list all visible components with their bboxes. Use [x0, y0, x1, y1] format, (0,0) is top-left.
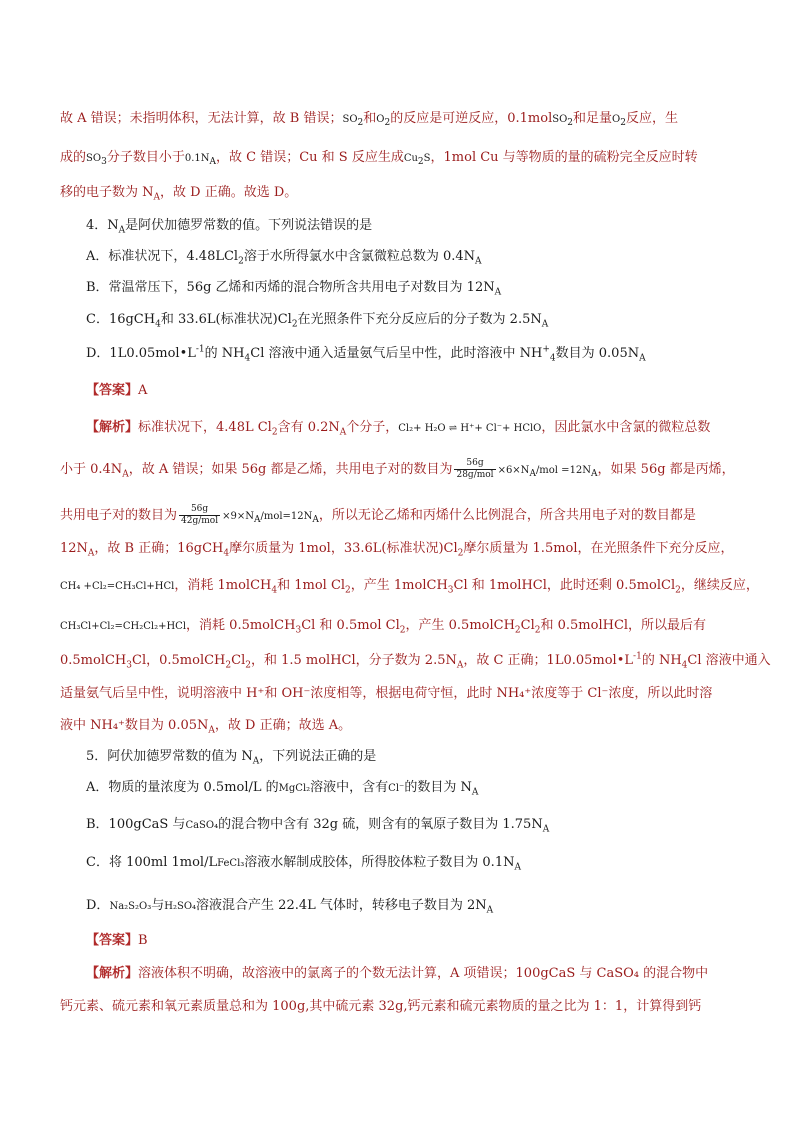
text-line: 成的$SO_3$分子数目小于$0.1N_A$，故 C 错误；Cu 和 S 反应生成$Cu_2S$，1mol Cu 与等物质的量的硫粉完全反应时转	[60, 150, 698, 167]
explanation-line: 共用电子对的数目为 $\frac{56g}{\text{42g/mol}}$ $\times 9\times N_A/mol=12N_A$，所以无论乙烯和丙烯什么比例混合，所含共用电子对的数目都是	[60, 504, 696, 526]
explanation-line: 【解析】标准状况下，4.48L $Cl_2$含有 $0.2N_A$个分子，Cl₂+ H₂O ⇌ H⁺+ Cl⁻+ HClO，因此氯水中含氯的微粒总数	[86, 420, 711, 438]
explanation-line: 0.5molCH$_3$Cl，$0.5molCH_2Cl_2$，和 1.5 molHCl，分子数为 $2.5N_A$，故 C 正确；$1L0.05mol•L^{-1}$的 $NH_4Cl$ 溶液中通入	[60, 651, 771, 671]
explanation-line: 液中 NH₄⁺数目为 $0.05N_A$，故 D 正确；故选 A。	[60, 718, 352, 736]
question-4-option-c: C．16gCH$_4$和 33.6L(标准状况)$Cl_2$在光照条件下充分反应后的分子数为 $2.5N_A$	[86, 312, 549, 330]
question-5-stem: 5．阿伏加德罗常数的值为 $N_A$，下列说法正确的是	[86, 749, 377, 767]
explanation-line: 钙元素、硫元素和氧元素质量总和为 100g,其中硫元素 32g,钙元素和硫元素物质的量之比为 1：1，计算得到钙	[60, 999, 702, 1014]
question-4-option-a: A．标准状况下，4.48LCl$_2$溶于水所得氯水中含氯微粒总数为 $0.4N_A$	[86, 249, 482, 267]
text-line: 移的电子数为 $N_A$，故 D 正确。故选 D。	[60, 185, 298, 203]
explanation-line: $12N_A$，故 B 正确；16gCH$_4$摩尔质量为 1mol，33.6L(标准状况)$Cl_2$摩尔质量为 1.5mol，在光照条件下充分反应，	[60, 541, 734, 559]
explanation-line: 【解析】溶液体积不明确，故溶液中的氯离子的个数无法计算，A 项错误；100gCaS 与 CaSO₄ 的混合物中	[86, 966, 709, 981]
question-5-answer: 【答案】B	[86, 933, 148, 948]
question-4-option-b: B．常温常压下，56g 乙烯和丙烯的混合物所含共用电子对数目为 $12N_A$	[86, 280, 502, 298]
explanation-line: CH₄ +Cl₂=CH₃Cl+HCl，消耗 1molCH$_4$和 1mol $Cl_2$，产生 1molCH$_3$Cl 和 1molHCl，此时还剩 0.5molCl$_2$，继续反应，	[60, 578, 759, 596]
explanation-line: 小于 $0.4N_A$，故 A 错误；如果 56g 都是乙烯，共用电子对的数目为 $\frac{56g}{\text{28g/mol}}$ $\times 6\times N_A$/mol $=12N_A$，如果 56g 都是丙烯，	[60, 458, 735, 480]
question-4-stem: 4．$N_A$是阿伏加德罗常数的值。下列说法错误的是	[86, 218, 373, 236]
question-5-option-b: B．100gCaS 与CaSO₄的混合物中含有 32g 硫，则含有的氧原子数目为 $1.75N_A$	[86, 817, 550, 835]
question-5-option-d: D．Na₂S₂O₃与H₂SO₄溶液混合产生 22.4L 气体时，转移电子数目为 $2N_A$	[86, 898, 494, 916]
fraction: $\frac{56g}{\text{28g/mol}}$	[456, 458, 494, 480]
question-4-answer: 【答案】A	[86, 383, 148, 398]
question-5-option-c: C．将 100ml 1mol/LFeCl₃溶液水解制成胶体，所得胶体粒子数目为 $0.1N_A$	[86, 855, 521, 873]
text-line: 故 A 错误；未指明体积，无法计算，故 B 错误；$SO_2$和$O_2$的反应是可逆反应，0.1molSO$_2$和足量$O_2$反应，生	[60, 111, 678, 128]
explanation-line: 适量氨气后呈中性，说明溶液中 H⁺和 OH⁻浓度相等，根据电荷守恒，此时 NH₄⁺浓度等于 Cl⁻浓度，所以此时溶	[60, 686, 713, 701]
question-4-option-d: D．$1L0.05mol•L^{-1}$的 $NH_4Cl$ 溶液中通入适量氨气后呈中性，此时溶液中 $NH^+_4$数目为 $0.05N_A$	[86, 344, 646, 364]
explanation-line: CH₃Cl+Cl₂=CH₂Cl₂+HCl，消耗 0.5molCH$_3$Cl 和 0.5mol $Cl_2$，产生 $0.5molCH_2Cl_2$和 0.5molHCl，所以最后有	[60, 618, 707, 636]
question-5-option-a: A．物质的量浓度为 0.5mol/L 的MgCl₂溶液中，含有Cl⁻的数目为 $N_A$	[86, 780, 479, 798]
fraction: $\frac{56g}{\text{42g/mol}}$	[181, 504, 219, 526]
